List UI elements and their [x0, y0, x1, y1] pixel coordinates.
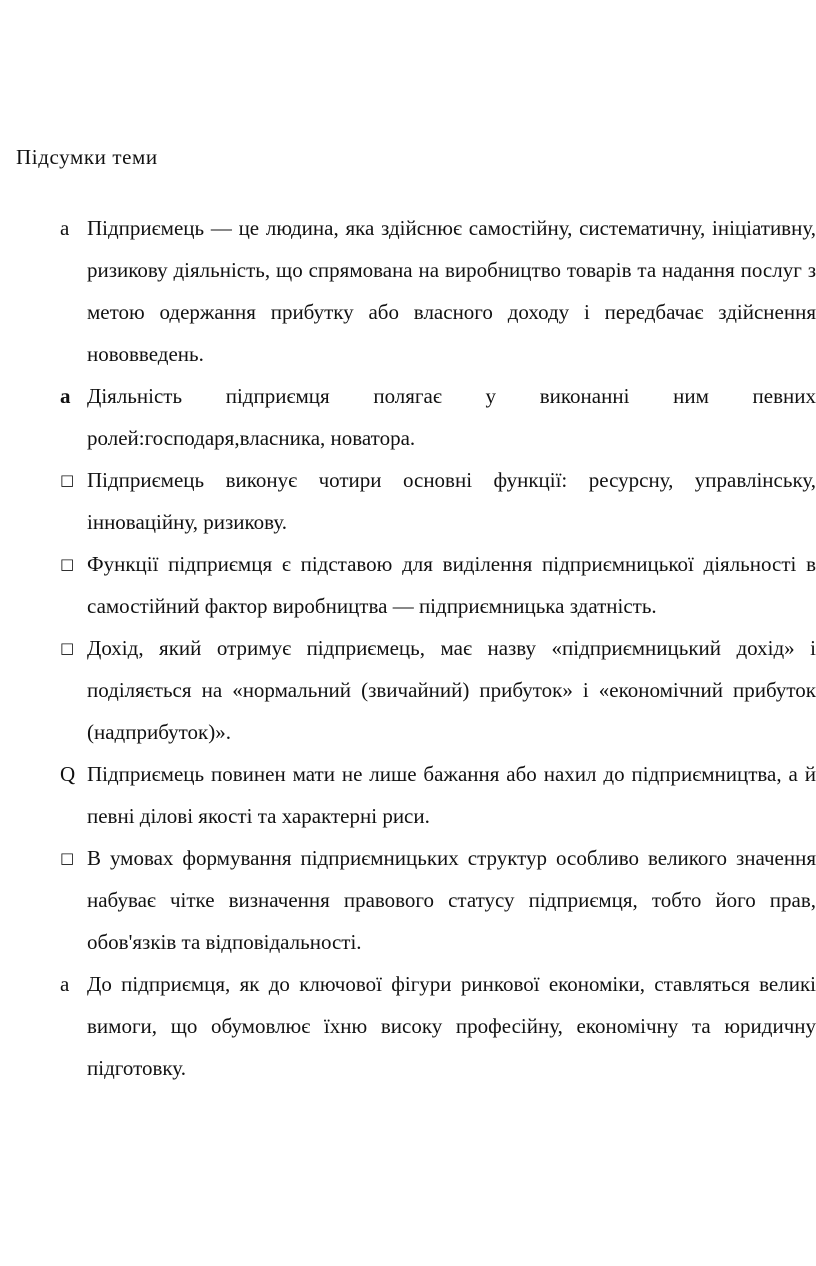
list-marker: a — [60, 216, 70, 240]
summary-list — [60, 207, 816, 1089]
list-item-text: Діяльність підприємця полягає у виконанні ним певних ролей:господаря,власника, новатора. — [87, 384, 816, 450]
page-title: Підсумки теми — [16, 145, 158, 169]
list-item-text: До підприємця, як до ключової фігури ринкової економіки, ставляться великі вимоги, що обумовлює їхню високу професійну, економічну та юридичну підготовку. — [87, 972, 816, 1080]
list-item-text: Підприємець виконує чотири основні функції: ресурсну, управлінську, інноваційну, ризикову. — [87, 468, 816, 534]
list-item — [60, 837, 816, 963]
list-item-text: Підприємець повинен мати не лише бажання або нахил до підприємництва, а й певні ділові якості та характерні риси. — [87, 762, 816, 828]
checkbox-bullet-icon: □ — [60, 471, 75, 489]
list-item — [60, 753, 816, 837]
list-marker: a — [60, 384, 71, 408]
list-marker: Q — [60, 762, 76, 786]
checkbox-bullet-icon: □ — [60, 849, 75, 867]
checkbox-bullet-icon: □ — [60, 639, 75, 657]
list-item — [60, 207, 816, 375]
list-marker: a — [60, 972, 70, 996]
list-item — [60, 543, 816, 627]
list-item — [60, 459, 816, 543]
checkbox-bullet-icon: □ — [60, 555, 75, 573]
list-item-text: В умовах формування підприємницьких структур особливо великого значення набуває чітке визначення правового статусу підприємця, тобто його прав, обов'язків та відповідальності. — [87, 846, 816, 954]
list-item — [60, 627, 816, 753]
list-item-text: Дохід, який отримує підприємець, має назву «підприємницький дохід» і поділяється на «нормальний (звичайний) прибуток» і «економічний прибуток (надприбуток)». — [87, 636, 816, 744]
list-item — [60, 963, 816, 1089]
list-item-text: Функції підприємця є підставою для виділення підприємницької діяльності в самостійний фактор виробництва — підприємницька здатність. — [87, 552, 816, 618]
list-item-text: Підприємець — це людина, яка здійснює самостійну, систематичну, ініціативну, ризикову діяльність, що спрямована на виробництво товарів та надання послуг з метою одержання прибутку або власного доходу і передбачає здійснення нововведень. — [87, 216, 816, 366]
list-item — [60, 375, 816, 459]
